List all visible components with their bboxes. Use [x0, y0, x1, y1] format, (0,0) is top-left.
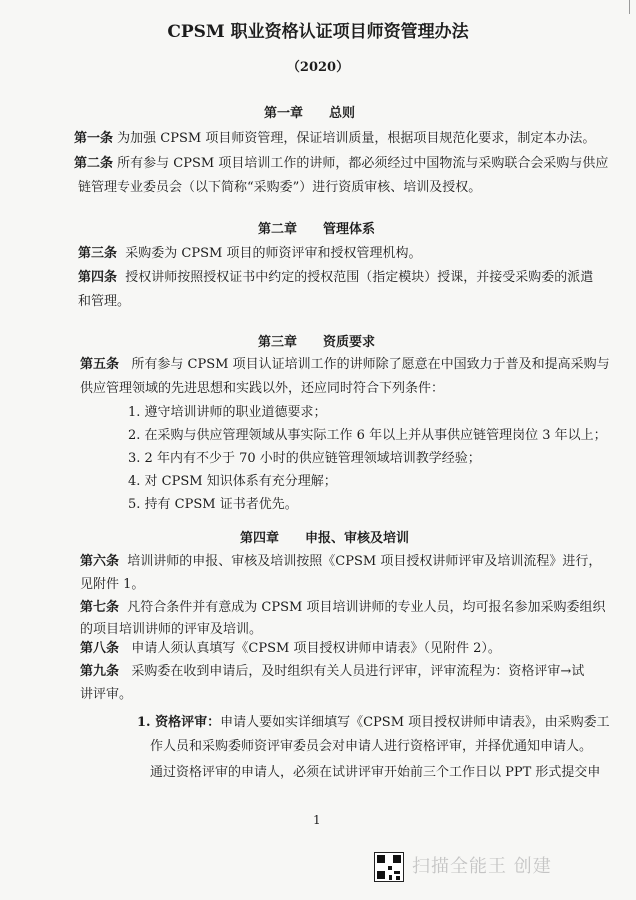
article-text: 申请人须认真填写《CPSM 项目授权讲师申请表》（见附件 2）。 — [131, 641, 501, 656]
article-text: 采购委在收到申请后，及时组织有关人员进行评审，评审流程为：资格评审→试 — [131, 664, 585, 679]
article-label: 第二条 — [74, 156, 114, 171]
chapter-1-heading — [264, 106, 355, 122]
scanner-watermark: 扫描全能王 创建 — [412, 856, 552, 877]
article-label: 第六条 — [80, 554, 120, 569]
review-line-3: 通过资格评审的申请人，必须在试讲评审开始前三个工作日以 PPT 形式提交申 — [150, 765, 601, 780]
document-title: CPSM 职业资格认证项目师资管理办法 — [167, 22, 469, 42]
chapter-4-heading — [240, 531, 409, 547]
condition-item-4: 4. 对 CPSM 知识体系有充分理解； — [128, 474, 337, 489]
article-label: 第九条 — [80, 664, 120, 679]
article-label: 第八条 — [80, 641, 120, 656]
condition-item-1: 1. 遵守培训讲师的职业道德要求； — [128, 405, 327, 420]
article-4-line-2: 和管理。 — [78, 294, 131, 309]
review-item-1 — [137, 715, 610, 731]
chapter-name: 申报、审核及培训 — [305, 531, 410, 546]
article-5-line-2: 供应管理领域的先进思想和实践以外，还应同时符合下列条件： — [80, 381, 445, 396]
article-1 — [74, 131, 595, 147]
article-text: 凡符合条件并有意成为 CPSM 项目培训讲师的专业人员，均可报名参加采购委组织 — [127, 600, 606, 615]
article-2 — [74, 156, 608, 172]
article-6-line-2: 见附件 1。 — [80, 577, 145, 592]
qr-code-icon — [374, 852, 404, 882]
article-4 — [78, 270, 593, 286]
chapter-name: 资质要求 — [323, 335, 376, 350]
page-edge-mark — [629, 0, 630, 14]
review-text: 申请人要如实详细填写《CPSM 项目授权讲师申请表》，由采购委工 — [220, 715, 610, 730]
article-text: 培训讲师的申报、审核及培训按照《CPSM 项目授权讲师评审及培训流程》进行， — [127, 554, 602, 569]
article-2-line-2: 链管理专业委员会（以下简称“采购委”）进行资质审核、培训及授权。 — [78, 180, 482, 195]
article-9-line-2: 讲评审。 — [80, 687, 133, 702]
chapter-number: 第一章 — [264, 106, 304, 121]
chapter-number: 第二章 — [258, 222, 298, 237]
condition-item-5: 5. 持有 CPSM 证书者优先。 — [128, 497, 298, 512]
condition-item-2: 2. 在采购与供应管理领域从事实际工作 6 年以上并从事供应链管理岗位 3 年以上； — [128, 428, 607, 443]
article-text: 为加强 CPSM 项目师资管理，保证培训质量，根据项目规范化要求，制定本办法。 — [117, 131, 596, 146]
article-label: 第一条 — [74, 131, 114, 146]
article-9 — [80, 664, 584, 680]
article-text: 采购委为 CPSM 项目的师资评审和授权管理机构。 — [125, 246, 422, 261]
chapter-name: 管理体系 — [323, 222, 376, 237]
article-5 — [80, 357, 610, 373]
article-label: 第七条 — [80, 600, 120, 615]
article-text: 授权讲师按照授权证书中约定的授权范围（指定模块）授课，并接受采购委的派遣 — [125, 270, 594, 285]
article-3 — [78, 246, 421, 262]
article-7-line-2: 的项目培训讲师的评审及培训。 — [80, 622, 263, 637]
chapter-name: 总则 — [329, 106, 356, 121]
article-text: 所有参与 CPSM 项目认证培训工作的讲师除了愿意在中国致力于普及和提高采购与 — [131, 357, 610, 372]
page-number: 1 — [313, 813, 321, 827]
review-label: 1. 资格评审： — [137, 715, 221, 730]
article-6 — [80, 554, 601, 570]
article-label: 第五条 — [80, 357, 120, 372]
chapter-3-heading — [258, 335, 375, 351]
article-label: 第三条 — [78, 246, 118, 261]
article-7 — [80, 600, 605, 616]
chapter-number: 第三章 — [258, 335, 298, 350]
article-8 — [80, 641, 501, 657]
condition-item-3: 3. 2 年内有不少于 70 小时的供应链管理领域培训教学经验； — [128, 451, 481, 466]
article-label: 第四条 — [78, 270, 118, 285]
chapter-number: 第四章 — [240, 531, 280, 546]
chapter-2-heading — [258, 222, 375, 238]
review-line-2: 作人员和采购委师资评审委员会对申请人进行资格评审，并择优通知申请人。 — [150, 739, 593, 754]
article-text: 所有参与 CPSM 项目培训工作的讲师，都必须经过中国物流与采购联合会采购与供应 — [117, 156, 609, 171]
document-year: （2020） — [286, 60, 350, 75]
